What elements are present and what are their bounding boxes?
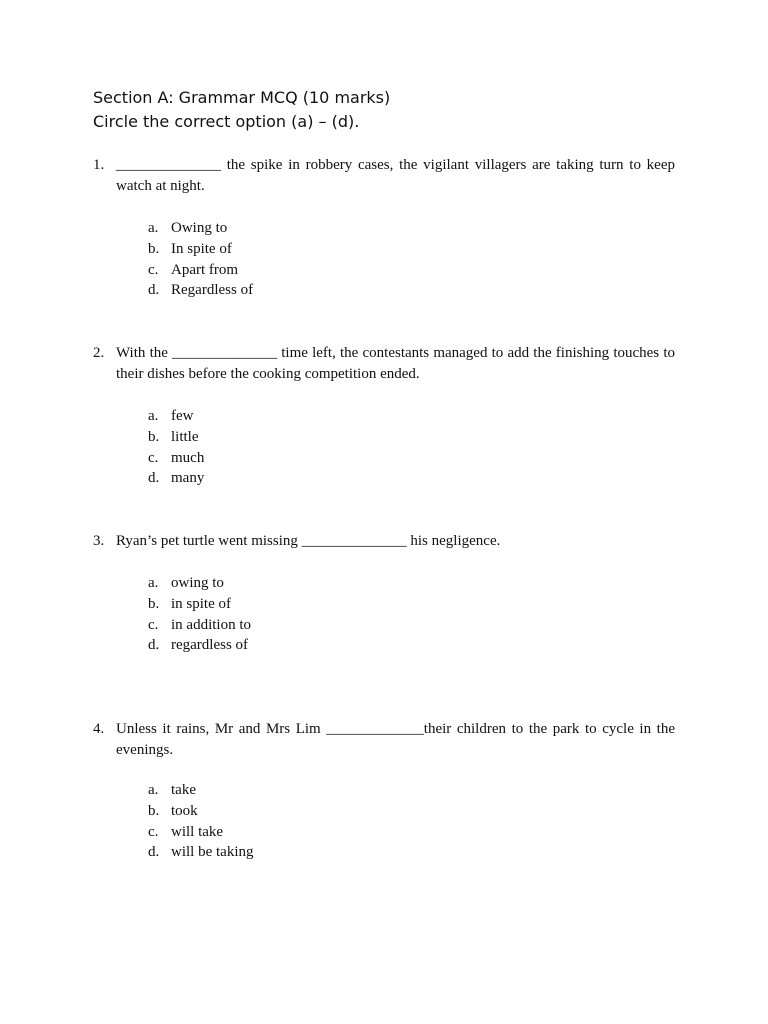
option-d[interactable] (148, 842, 254, 863)
option-text: many (171, 470, 205, 487)
option-d[interactable] (148, 468, 204, 489)
option-text: few (171, 408, 194, 424)
option-a[interactable] (148, 780, 254, 801)
option-text: in addition to (171, 616, 251, 633)
question-number: 2. (93, 345, 105, 361)
question-2 (93, 343, 675, 385)
option-letter: d. (148, 637, 160, 654)
option-a[interactable] (148, 573, 251, 594)
option-letter: a. (148, 575, 159, 591)
option-text: Apart from (171, 261, 239, 278)
option-letter: a. (148, 220, 159, 236)
option-text: in spite of (171, 595, 231, 612)
option-letter: a. (148, 408, 159, 424)
option-text: In spite of (171, 240, 232, 257)
option-letter: d. (148, 282, 160, 299)
options-list-2 (148, 406, 204, 489)
question-number: 3. (93, 533, 105, 549)
option-c[interactable] (148, 260, 253, 281)
option-letter: c. (148, 616, 159, 633)
option-b[interactable] (148, 594, 251, 615)
question-text: Unless it rains, Mr and Mrs Lim _____________their children to the park to cycle in the evenings. (116, 721, 675, 758)
option-letter: b. (148, 802, 160, 819)
options-list-1 (148, 218, 253, 301)
option-c[interactable] (148, 448, 204, 469)
section-instruction: Circle the correct option (a) – (d). (93, 112, 360, 131)
option-text: much (171, 449, 205, 466)
option-text: Owing to (171, 220, 228, 236)
option-text: little (171, 428, 199, 445)
option-letter: a. (148, 782, 159, 798)
option-a[interactable] (148, 406, 204, 427)
option-text: will take (171, 823, 224, 840)
option-b[interactable] (148, 801, 254, 822)
question-text: Ryan’s pet turtle went missing ______________ his negligence. (116, 533, 501, 549)
option-letter: c. (148, 261, 159, 278)
option-d[interactable] (148, 280, 253, 301)
question-text: ______________ the spike in robbery cases, the vigilant villagers are taking turn to keep watch at night. (116, 157, 675, 194)
option-b[interactable] (148, 427, 204, 448)
section-title: Section A: Grammar MCQ (10 marks) (93, 88, 391, 107)
question-1 (93, 155, 675, 197)
option-c[interactable] (148, 822, 254, 843)
option-text: will be taking (171, 844, 254, 861)
option-text: take (171, 782, 196, 798)
option-letter: c. (148, 823, 159, 840)
option-letter: b. (148, 428, 160, 445)
question-4 (93, 719, 675, 761)
option-text: owing to (171, 575, 224, 591)
option-a[interactable] (148, 218, 253, 239)
question-3 (93, 531, 675, 552)
option-text: Regardless of (171, 282, 254, 299)
option-letter: d. (148, 844, 160, 861)
option-text: took (171, 802, 198, 819)
question-number: 4. (93, 721, 105, 737)
option-text: regardless of (171, 637, 249, 654)
question-number: 1. (93, 157, 105, 173)
options-list-3 (148, 573, 251, 656)
option-letter: c. (148, 449, 159, 466)
option-b[interactable] (148, 239, 253, 260)
option-d[interactable] (148, 635, 251, 656)
option-letter: b. (148, 595, 160, 612)
question-text: With the ______________ time left, the contestants managed to add the finishing touches to their dishes before the cooking competition ended. (116, 345, 675, 382)
options-list-4 (148, 780, 254, 863)
option-letter: b. (148, 240, 160, 257)
option-c[interactable] (148, 615, 251, 636)
option-letter: d. (148, 470, 160, 487)
